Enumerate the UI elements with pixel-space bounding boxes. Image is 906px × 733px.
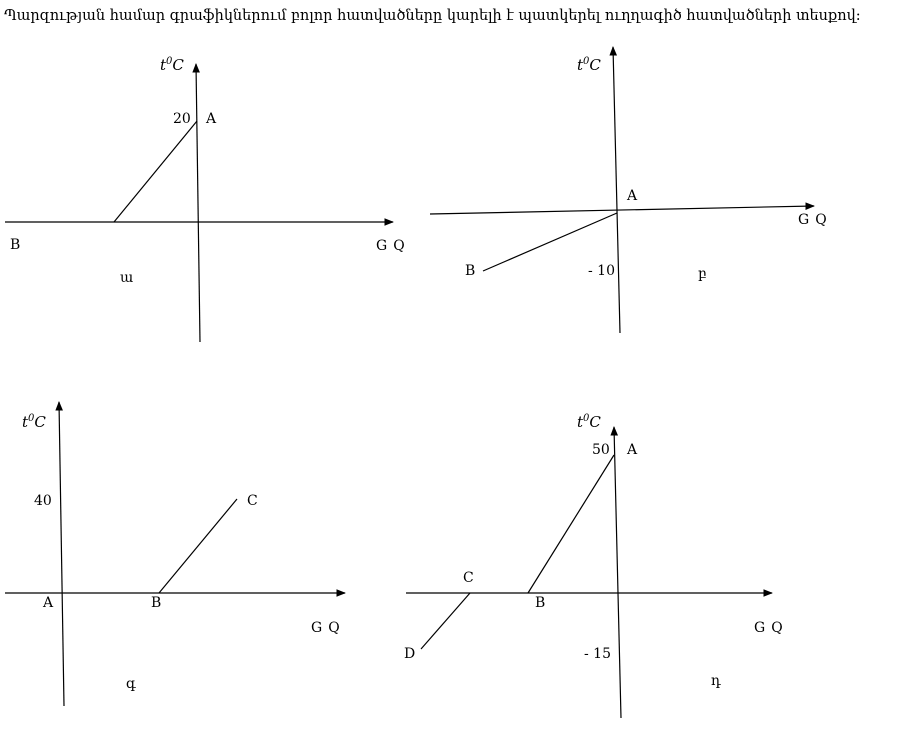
graph-d-point-a: A — [627, 442, 638, 458]
graph-c — [5, 402, 345, 706]
graph-a — [5, 56, 405, 342]
graph-d-tick-50: 50 — [592, 442, 610, 458]
graph-a-point-b: B — [10, 237, 21, 253]
graph-c-caption: գ — [126, 676, 136, 692]
graph-d-segment-dc — [421, 593, 470, 649]
graph-b-heat-axis-label: G Q — [798, 212, 827, 228]
graph-c-heat-axis-label: G Q — [311, 620, 340, 636]
graph-c-segment-bc — [159, 499, 237, 593]
graph-a-point-a: A — [206, 111, 217, 127]
graph-d-temperature-axis — [614, 427, 621, 718]
intro-paragraph: Պարզության համար գրաֆիկներում բոլոր հատվածները կարելի է պատկերել ուղղագիծ հատվածների տեսքով: — [4, 8, 861, 24]
graph-c-temperature-axis — [59, 402, 64, 706]
graph-d-tick-minus-15: - 15 — [584, 646, 611, 662]
graph-c-point-b: B — [151, 595, 162, 611]
graph-d-caption: դ — [711, 673, 721, 689]
graph-d-point-c: C — [463, 570, 474, 586]
graph-c-temperature-axis-label: $t^0C$ — [22, 413, 46, 431]
graph-a-temperature-axis — [196, 64, 200, 342]
graph-d — [404, 413, 783, 718]
graph-b-tick-minus-10: - 10 — [588, 263, 615, 279]
graph-d-heat-axis-label: G Q — [754, 620, 783, 636]
graph-b-heat-axis — [430, 206, 814, 214]
graph-c-tick-40: 40 — [34, 493, 52, 509]
graph-b-temperature-axis-label: $t^0C$ — [577, 56, 601, 74]
graph-b-point-a: A — [627, 188, 638, 204]
graph-a-caption: ա — [120, 270, 134, 286]
graph-c-point-c: C — [247, 493, 258, 509]
graph-d-temperature-axis-label: $t^0C$ — [577, 413, 601, 431]
graph-c-point-a: A — [43, 595, 54, 611]
graph-b-caption: բ — [698, 266, 707, 282]
graph-d-point-d: D — [404, 646, 416, 662]
graph-d-segment-ba — [528, 455, 614, 593]
graph-b-point-b: B — [465, 263, 476, 279]
graph-a-tick-20: 20 — [173, 111, 191, 127]
graph-b — [430, 47, 827, 333]
graph-a-segment-ba — [114, 121, 197, 222]
graph-d-point-b: B — [535, 595, 546, 611]
graph-b-temperature-axis — [613, 47, 620, 333]
graph-a-temperature-axis-label: $t^0C$ — [160, 56, 184, 74]
graph-a-heat-axis-label: G Q — [376, 238, 405, 254]
